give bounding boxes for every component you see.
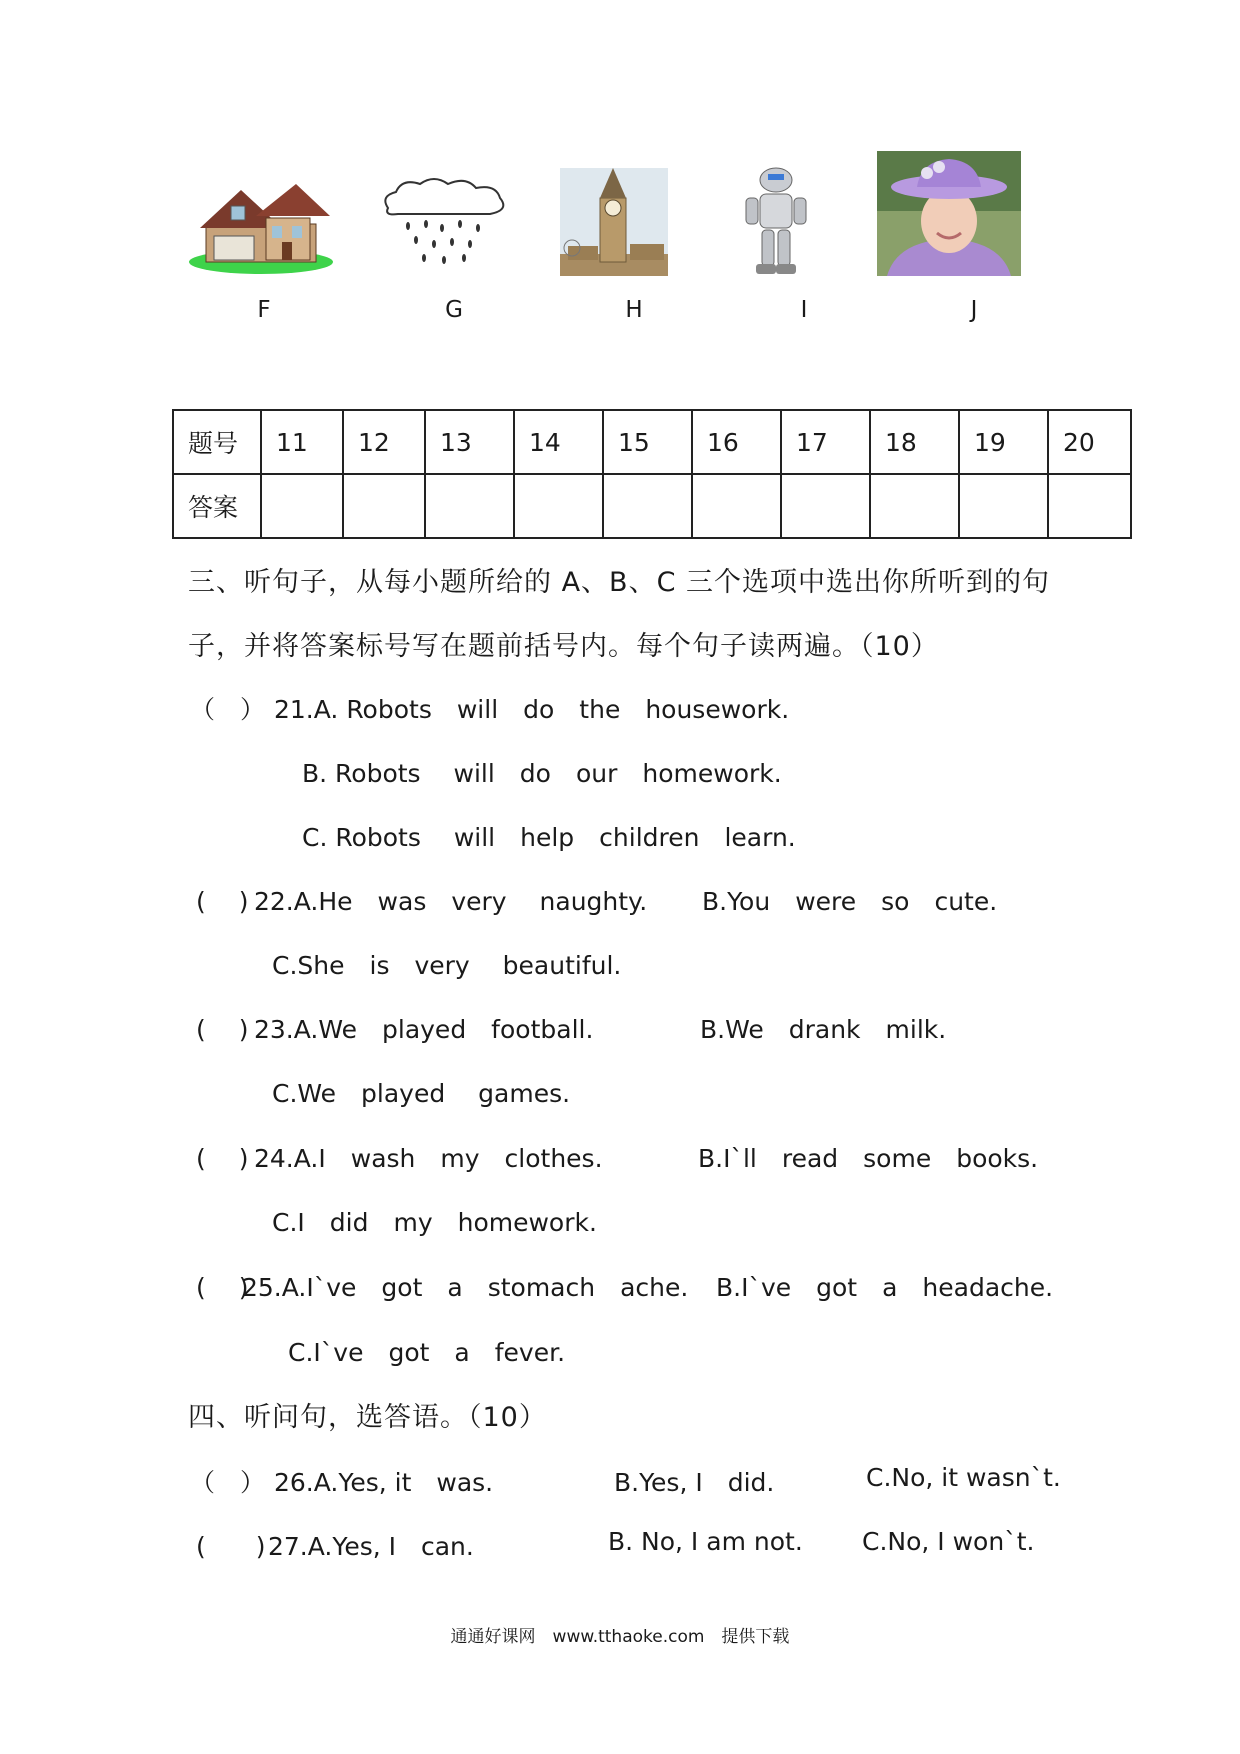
answer-bracket[interactable]: （ ） bbox=[190, 1468, 266, 1497]
option-a: 27.A.Yes, I can. bbox=[268, 1532, 474, 1561]
queen-photo bbox=[877, 151, 1021, 276]
option-b: B. No, I am not. bbox=[608, 1527, 803, 1556]
option-c: C. Robots will help children learn. bbox=[302, 823, 796, 852]
section4-heading: 四、听问句，选答语。（10） bbox=[188, 1402, 547, 1433]
option-c: C.No, I won`t. bbox=[862, 1527, 1035, 1556]
table-cell-number: 12 bbox=[343, 410, 425, 474]
option-b: B. Robots will do our homework. bbox=[302, 759, 782, 788]
answer-cell[interactable] bbox=[870, 474, 959, 538]
answer-bracket[interactable]: ( ) bbox=[196, 1015, 249, 1044]
answer-bracket[interactable]: ( ) bbox=[196, 1273, 249, 1302]
answer-cell[interactable] bbox=[959, 474, 1048, 538]
picture-letter-j: J bbox=[970, 297, 978, 323]
rain-cloud-icon bbox=[378, 176, 510, 266]
table-row-numbers bbox=[173, 410, 1131, 474]
table-cell-number: 15 bbox=[603, 410, 692, 474]
option-b: B.Yes, I did. bbox=[614, 1468, 775, 1497]
page-footer: 通通好课网 www.tthaoke.com 提供下载 bbox=[450, 1627, 790, 1647]
option-c: C.No, it wasn`t. bbox=[866, 1463, 1061, 1492]
big-ben-icon bbox=[560, 168, 668, 276]
answer-cell[interactable] bbox=[514, 474, 603, 538]
section3-heading-line2: 子，并将答案标号写在题前括号内。每个句子读两遍。（10） bbox=[188, 631, 939, 662]
answer-cell[interactable] bbox=[781, 474, 870, 538]
table-row-answers bbox=[173, 474, 1131, 538]
answer-table bbox=[172, 409, 1132, 539]
table-cell-number: 16 bbox=[692, 410, 781, 474]
table-cell-number: 18 bbox=[870, 410, 959, 474]
option-a: 26.A.Yes, it was. bbox=[274, 1468, 494, 1497]
table-label-answer: 答案 bbox=[173, 474, 261, 538]
picture-letter-h: H bbox=[625, 297, 643, 323]
robot-icon bbox=[742, 166, 810, 276]
option-b: B.You were so cute. bbox=[702, 887, 998, 916]
answer-cell[interactable] bbox=[603, 474, 692, 538]
option-a: 25.A.I`ve got a stomach ache. bbox=[242, 1273, 689, 1302]
option-c: C.I did my homework. bbox=[272, 1208, 597, 1237]
answer-cell[interactable] bbox=[1048, 474, 1131, 538]
option-c: C.She is very beautiful. bbox=[272, 951, 622, 980]
table-cell-number: 19 bbox=[959, 410, 1048, 474]
answer-cell[interactable] bbox=[261, 474, 343, 538]
answer-bracket[interactable]: ( ) bbox=[196, 1144, 249, 1173]
option-c: C.We played games. bbox=[272, 1079, 571, 1108]
option-b: B.We drank milk. bbox=[700, 1015, 947, 1044]
table-label-number: 题号 bbox=[173, 410, 261, 474]
picture-letter-g: G bbox=[445, 297, 463, 323]
picture-letter-i: I bbox=[800, 297, 808, 323]
answer-bracket[interactable]: ( ) bbox=[196, 1532, 266, 1561]
table-cell-number: 13 bbox=[425, 410, 514, 474]
answer-bracket[interactable]: ( ) bbox=[196, 887, 249, 916]
answer-cell[interactable] bbox=[692, 474, 781, 538]
table-cell-number: 11 bbox=[261, 410, 343, 474]
option-b: B.I`ll read some books. bbox=[698, 1144, 1039, 1173]
house-icon bbox=[186, 176, 336, 276]
answer-cell[interactable] bbox=[343, 474, 425, 538]
section3-heading-line1: 三、听句子，从每小题所给的 A、B、C 三个选项中选出你所听到的句 bbox=[188, 567, 1051, 598]
option-a: 22.A.He was very naughty. bbox=[254, 887, 648, 916]
option-a: 21.A. Robots will do the housework. bbox=[274, 695, 790, 724]
option-b: B.I`ve got a headache. bbox=[716, 1273, 1054, 1302]
picture-letter-f: F bbox=[257, 297, 271, 323]
answer-cell[interactable] bbox=[425, 474, 514, 538]
option-c: C.I`ve got a fever. bbox=[288, 1338, 566, 1367]
table-cell-number: 20 bbox=[1048, 410, 1131, 474]
option-a: 23.A.We played football. bbox=[254, 1015, 594, 1044]
option-a: 24.A.I wash my clothes. bbox=[254, 1144, 603, 1173]
table-cell-number: 17 bbox=[781, 410, 870, 474]
answer-bracket[interactable]: （ ） bbox=[190, 695, 266, 724]
table-cell-number: 14 bbox=[514, 410, 603, 474]
